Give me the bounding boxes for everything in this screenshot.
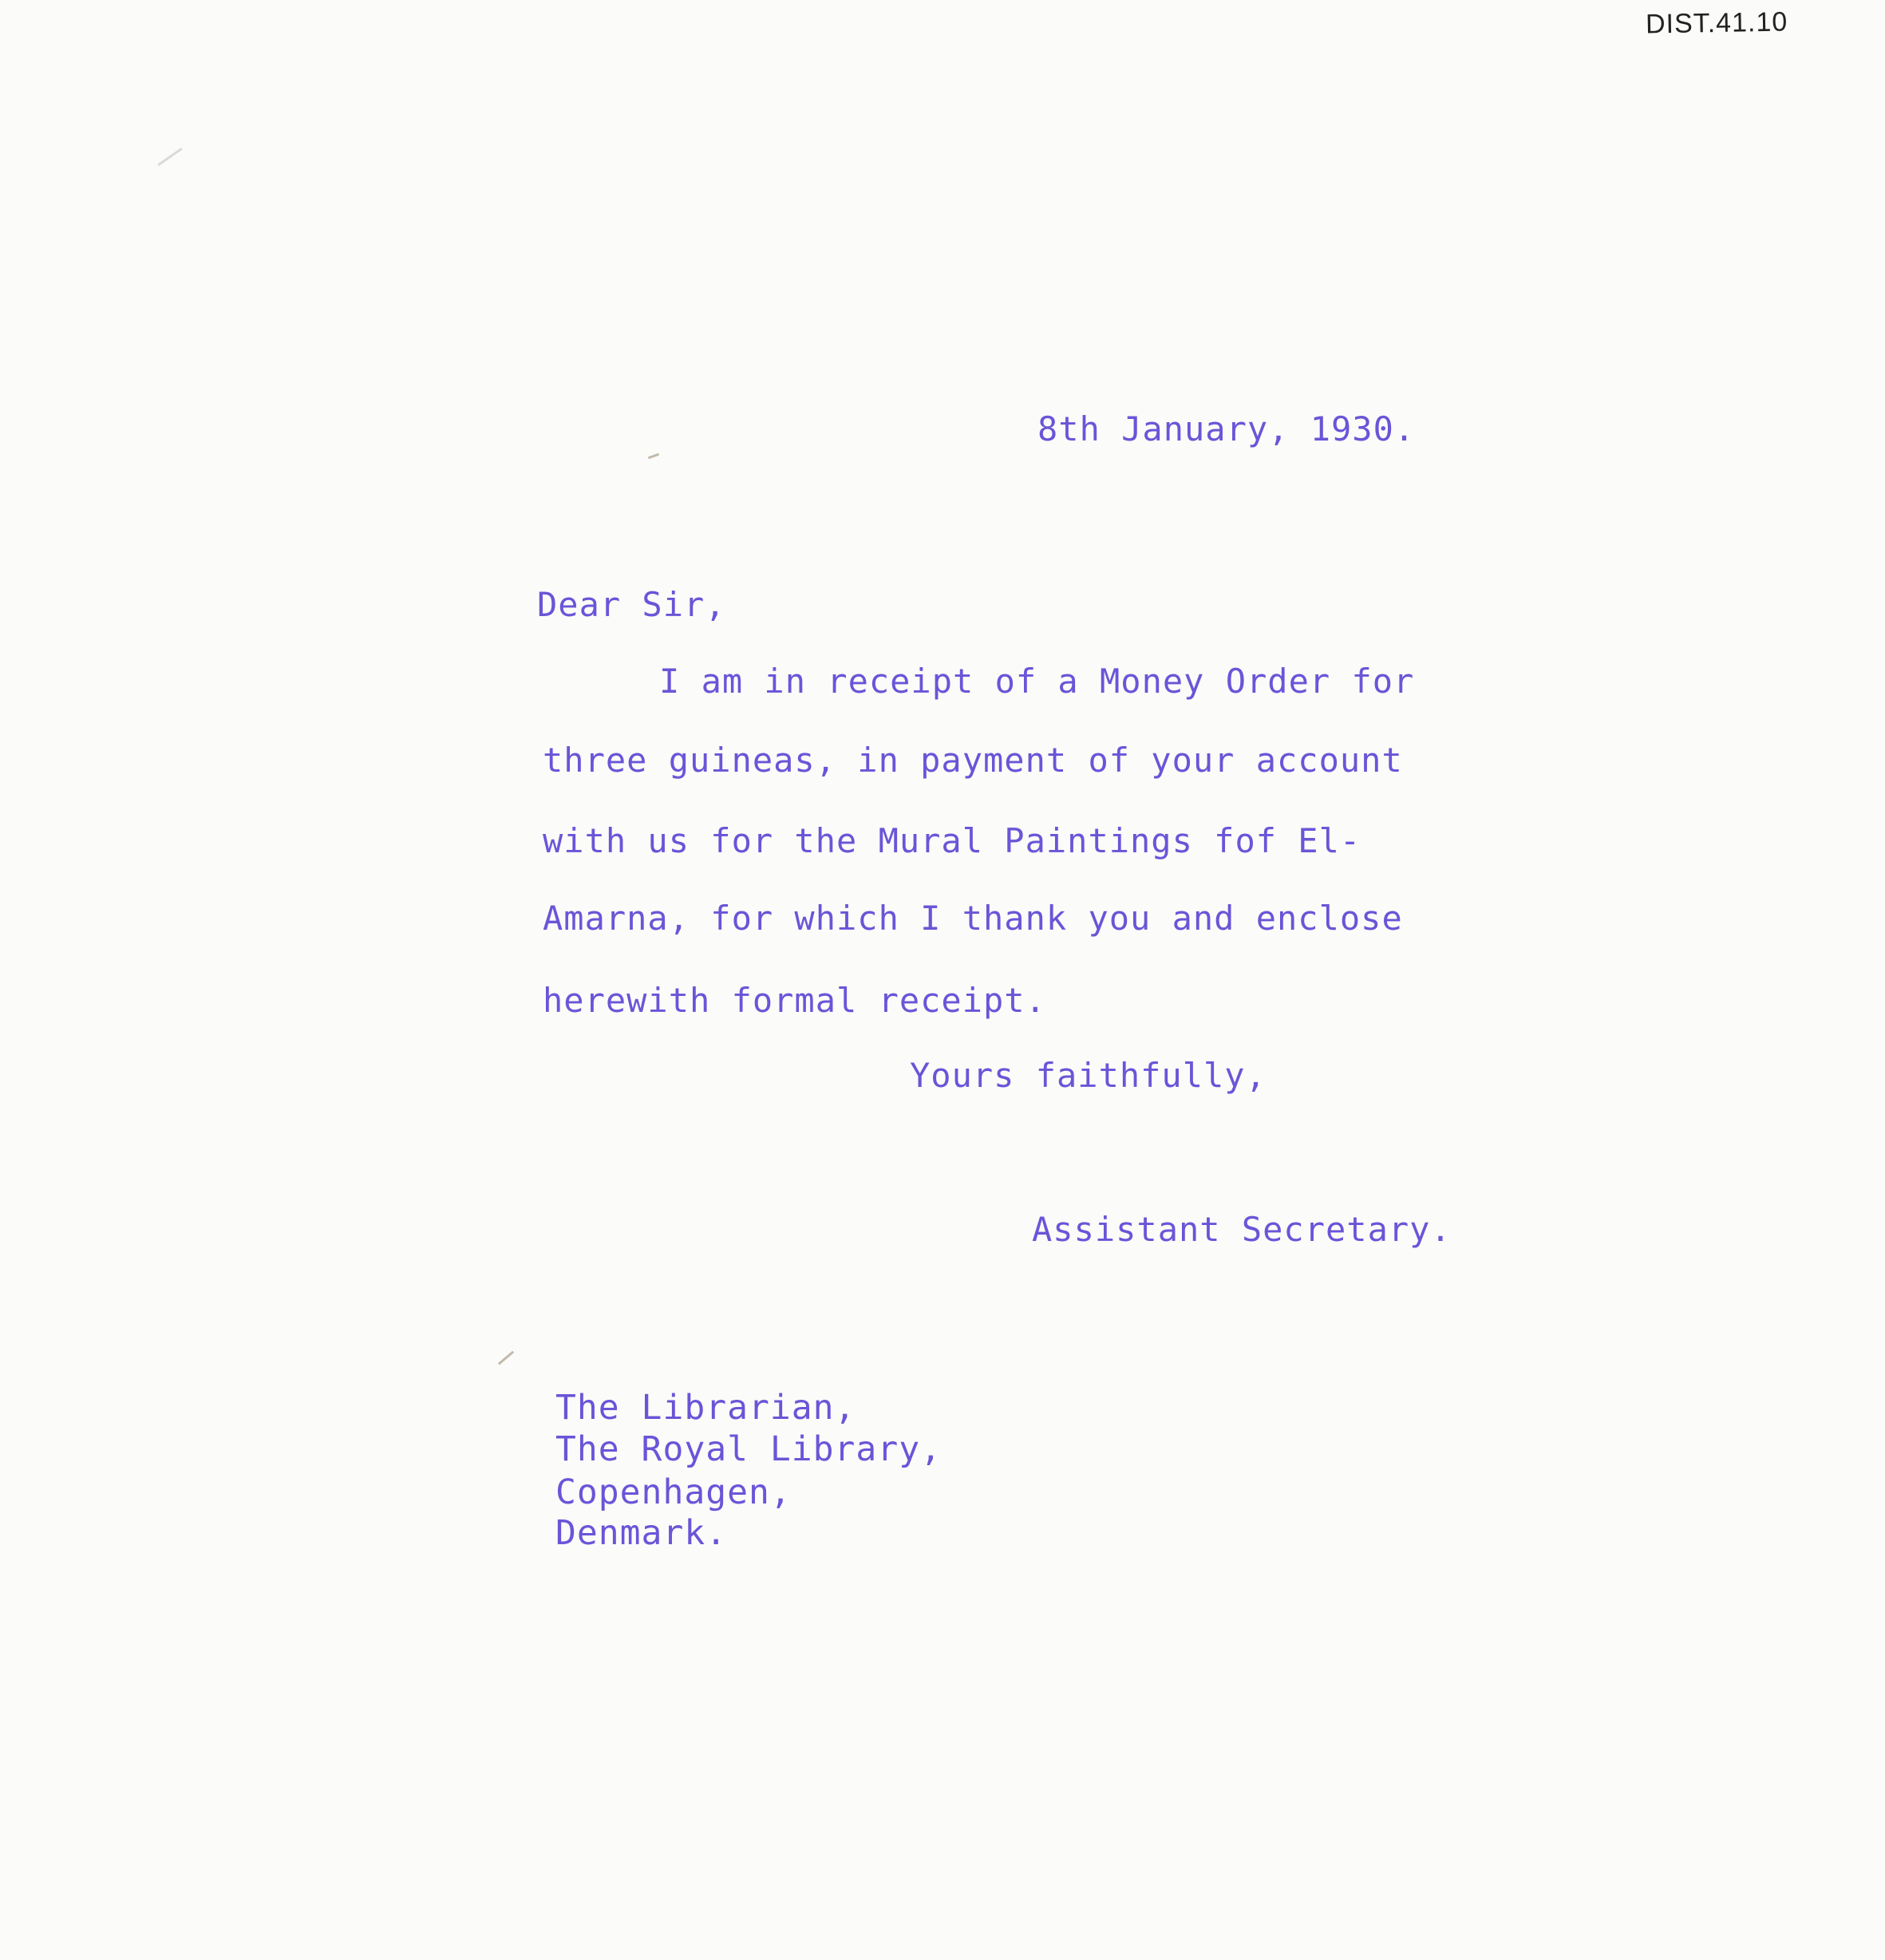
address-line: The Librarian,: [555, 1388, 856, 1428]
ink-speck: [498, 1351, 514, 1365]
body-line: Amarna, for which I thank you and enclose: [543, 899, 1403, 938]
closing: Yours faithfully,: [910, 1056, 1267, 1095]
body-line: with us for the Mural Paintings fof El-: [543, 821, 1361, 860]
ink-speck: [648, 453, 659, 460]
body-line: I am in receipt of a Money Order for: [659, 662, 1415, 701]
body-line: herewith formal receipt.: [543, 981, 1046, 1020]
signature-title: Assistant Secretary.: [1032, 1210, 1452, 1249]
body-line: three guineas, in payment of your account: [543, 741, 1403, 780]
archive-reference: DIST.41.10: [1645, 6, 1788, 40]
address-line: The Royal Library,: [555, 1429, 942, 1469]
salutation: Dear Sir,: [537, 585, 726, 624]
address-line: Denmark.: [555, 1513, 728, 1553]
paper-fold-mark: [157, 148, 182, 166]
address-line: Copenhagen,: [555, 1472, 792, 1512]
letter-date: 8th January, 1930.: [1037, 409, 1416, 449]
